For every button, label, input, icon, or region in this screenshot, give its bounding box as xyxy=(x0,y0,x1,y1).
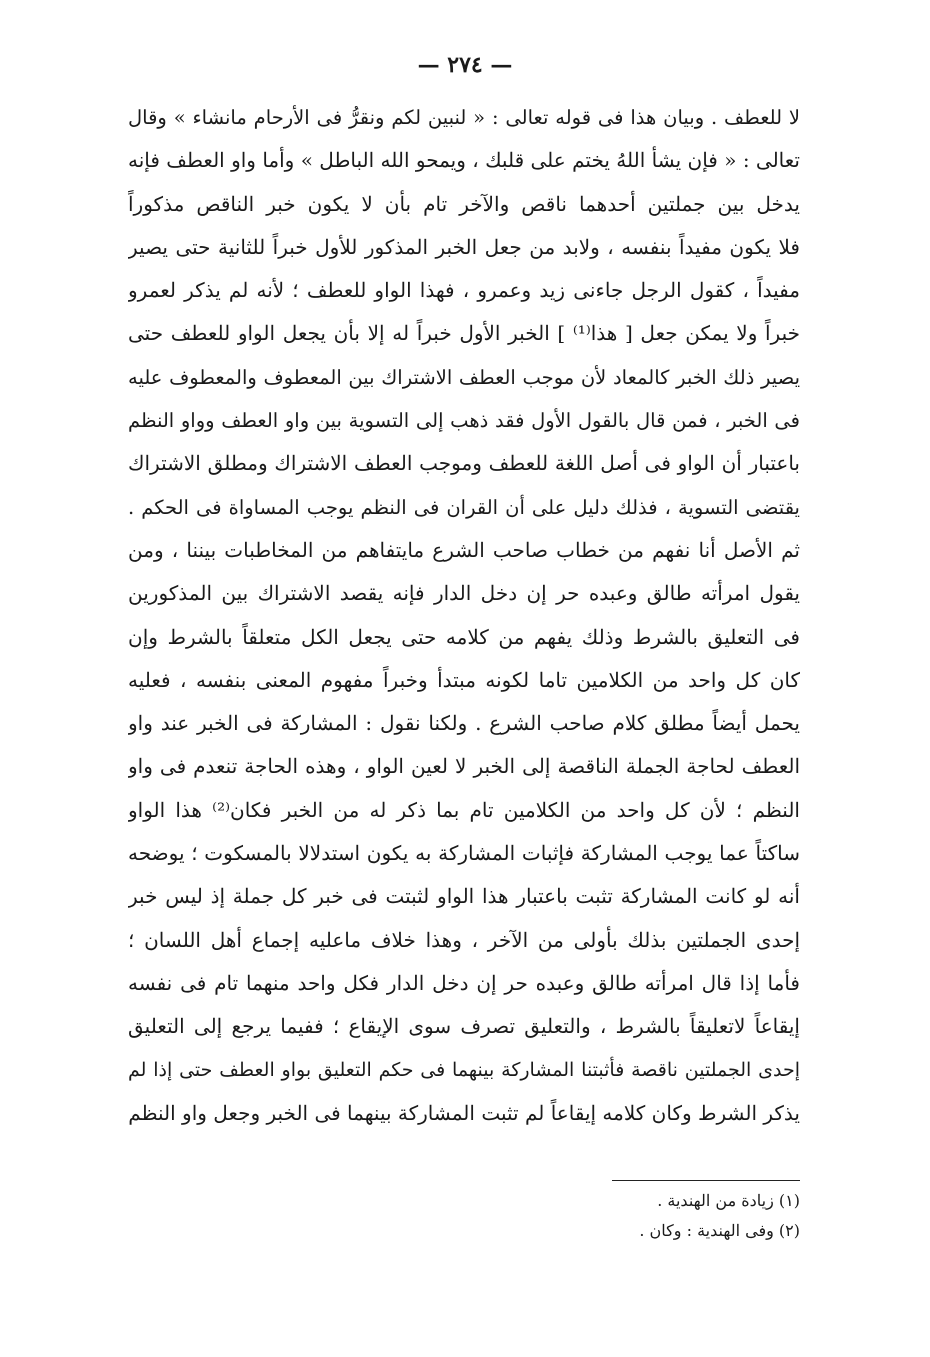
footnote-divider xyxy=(612,1180,800,1181)
footnote: (١) زيادة من الهندية . xyxy=(657,1191,800,1210)
text-line: فلا يكون مفيداً بنفسه ، ولابد من جعل الخبر المذكور للأول خبراً للثانية حتى يصير xyxy=(128,234,800,259)
text-line: لا للعطف . وبيان هذا فى قوله تعالى : « لنبين لكم ونقرُّ فى الأرحام مانشاء » وقال xyxy=(128,106,800,129)
body-text xyxy=(128,96,800,1135)
text-line: العطف لحاجة الجملة الناقصة إلى الخبر لا لعين الواو ، وهذه الحاجة تنعدم فى واو xyxy=(128,754,800,779)
text-line: إيقاعاً لاتعليقاً بالشرط ، والتعليق تصرف سوى الإيقاع ؛ ففيما يرجع إلى التعليق xyxy=(128,1014,800,1039)
text-line: فى الخبر ، فمن قال بالقول الأول فقد ذهب إلى التسوية بين واو العطف وواو النظم xyxy=(128,409,800,433)
text-line: ساكتاً عما يوجب المشاركة فإثبات المشاركة به يكون استدلالا بالمسكوت ؛ يوضحه xyxy=(128,841,800,866)
text-line: إحدى الجملتين ناقصة فأثبتنا المشاركة بينهما فى حكم التعليق بواو العطف حتى إذا لم xyxy=(128,1058,800,1081)
text-line: ثم الأصل أنا نفهم من خطاب صاحب الشرع مايتفاهم من المخاطبات بيننا ، ومن xyxy=(128,537,800,562)
text-line: فى التعليق بالشرط وذلك يفهم من كلامه حتى يجعل الكل متعلقاً بالشرط وإن xyxy=(128,624,800,649)
text-line: باعتبار أن الواو فى أصل اللغة للعطف وموجب العطف الاشتراك ومطلق الاشتراك xyxy=(128,451,800,476)
text-line: فأما إذا قال امرأته طالق وعبده حر إن دخل الدار فكل واحد منهما تام فى نفسه xyxy=(128,970,800,995)
text-line: يصير ذلك الخبر كالمعاد لأن موجب العطف الاشتراك بين المعطوف والمعطوف عليه xyxy=(128,365,800,389)
footnotes xyxy=(128,1186,800,1246)
text-line: يحمل أيضاً مطلق كلام صاحب الشرع . ولكنا نقول : المشاركة فى الخبر عند واو xyxy=(128,711,800,736)
page-number: — ٢٧٤ — xyxy=(417,52,513,78)
text-line: مفيداً ، كقول الرجل جاءنى زيد وعمرو ، فهذا الواو للعطف ؛ لأنه لم يذكر لعمرو xyxy=(128,278,800,303)
text-line: يدخل بين جملتين أحدهما ناقص والآخر تام بأن لا يكون خبر الناقص مذكوراً xyxy=(128,191,800,216)
text-line: يذكر الشرط وكان كلامه إيقاعاً لم تثبت المشاركة بينهما فى الخبر وجعل واو النظم xyxy=(128,1100,800,1125)
footnote: (٢) وفى الهندية : وكان . xyxy=(639,1221,800,1240)
text-line: النظم ؛ لأن كل واحد من الكلامين تام بما ذكر له من الخبر فكان⁽²⁾ هذا الواو xyxy=(128,797,800,822)
text-line: تعالى : « فإن يشأ اللهُ يختم على قلبك ، ويمحو الله الباطل » وأما واو العطف فإنه xyxy=(128,148,800,173)
text-line: كان كل واحد من الكلامين تاما لكونه مبتدأ وخبراً مفهوم المعنى بنفسه ، فعليه xyxy=(128,667,800,692)
text-line: يقول امرأته طالق وعبده حر إن دخل الدار فإنه يقصد الاشتراك بين المذكورين xyxy=(128,581,800,606)
text-line: أنه لو كانت المشاركة تثبت باعتبار هذا الواو لثبتت فى خبر كل جملة إذ ليس خبر xyxy=(128,884,800,909)
text-line: إحدى الجملتين بذلك بأولى من الآخر ، وهذا خلاف ماعليه إجماع أهل اللسان ؛ xyxy=(128,927,800,952)
text-line: يقتضى التسوية ، فذلك دليل على أن القران فى النظم يوجب المساواة فى الحكم . xyxy=(128,495,800,519)
text-line: خبراً ولا يمكن جعل [ هذا⁽¹⁾ ] الخبر الأول خبراً له إلا بأن يجعل الواو للعطف حتى xyxy=(128,321,800,346)
